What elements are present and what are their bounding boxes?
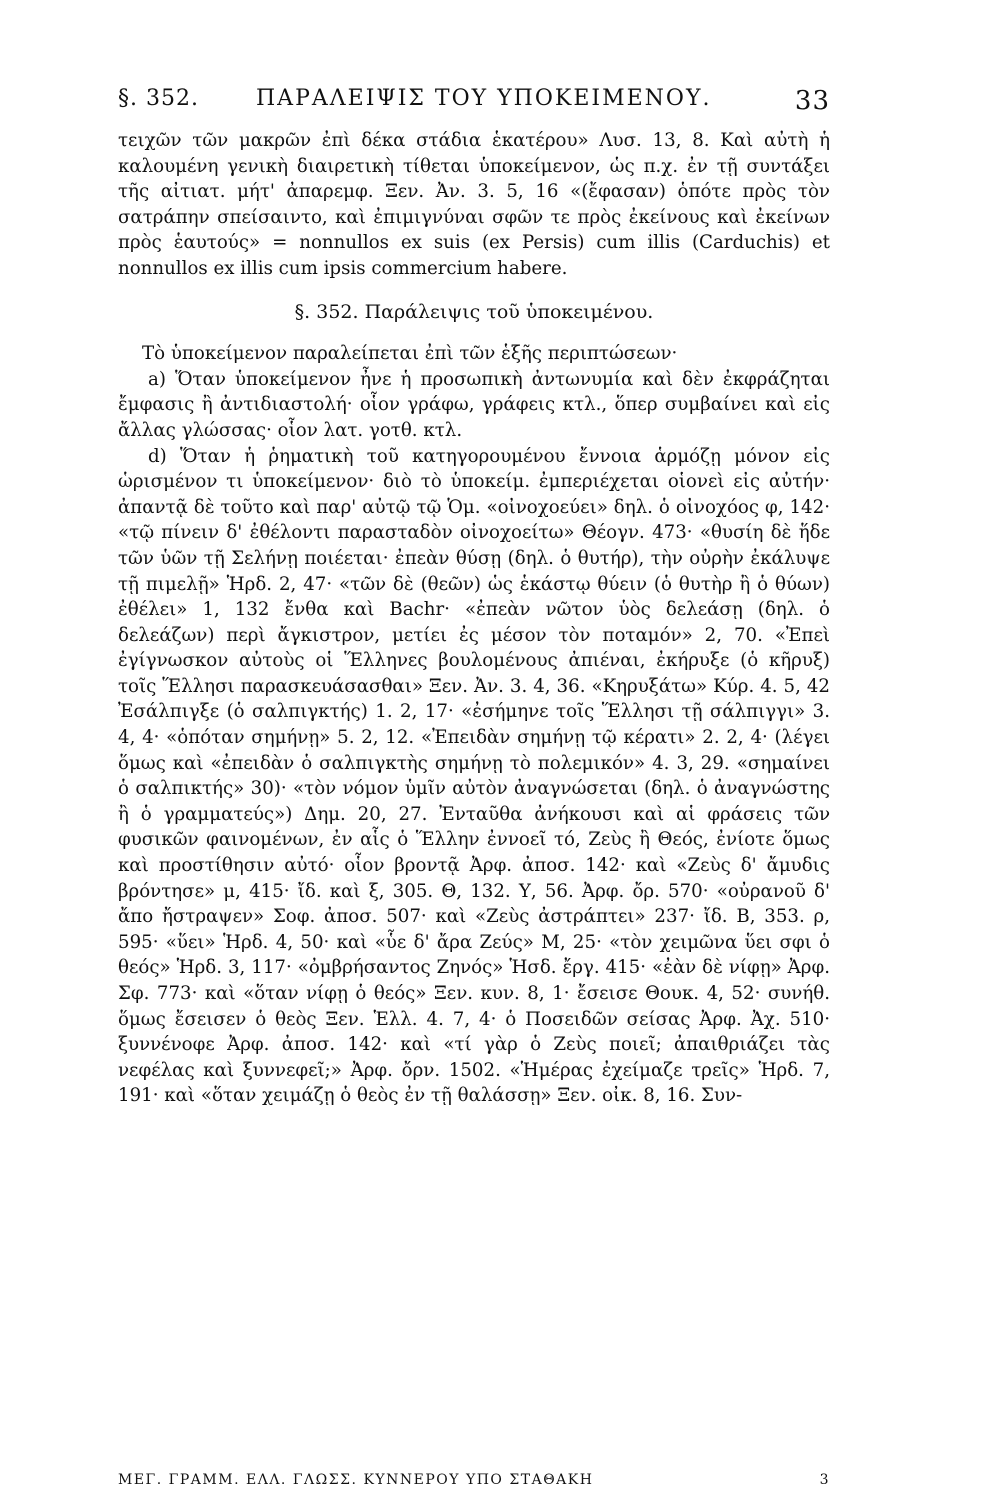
intro-paragraph: Τὸ ὑποκείμενον παραλείπεται ἐπὶ τῶν ἑξῆς περιπτώσεων· — [142, 343, 678, 365]
header-title: ΠΑΡΑΛΕΙΨΙΣ ΤΟΥ ΥΠΟΚΕΙΜΕΝΟΥ. — [256, 86, 712, 111]
item-d-paragraph: d) Ὅταν ἡ ῥηματικὴ τοῦ κατηγορουμένου ἔννοια ἁρμόζῃ μόνον εἰς ὡρισμένον τι ὑποκείμενον· διὸ τὸ ὑποκείμ. ἐμπεριέχεται οἱονεὶ εἰς αὐτήν· ἀπαντᾷ δὲ τοῦτο καὶ παρ' αὐτῷ τῷ Ὁμ. «οἰνοχοεύει» δηλ. ὁ οἰνοχόος φ, 142· «τῷ πίνειν δ' ἐθέλοντι παρασταδὸν οἰνοχοείτω» Θέογν. 473· «θυσίη δὲ ἥδε τῶν ὑῶν τῇ Σελήνῃ ποιέεται· ἐπεὰν θύσῃ (δηλ. ὁ θυτήρ), τὴν οὐρὴν ἐκάλυψε τῇ πιμελῇ» Ἡρδ. 2, 47· «τῶν δὲ (θεῶν) ὡς ἑκάστῳ θύειν (ὁ θυτὴρ ἢ ὁ θύων) ἐθέλει» 1, 132 ἔνθα καὶ Bachr· «ἐπεὰν νῶτον ὑὸς δελεάσῃ (δηλ. ὁ δελεάζων) περὶ ἄγκιστρον, μετίει ἐς μέσον τὸν ποταμόν» 2, 70. «Ἐπεὶ ἐγίγνωσκον αὐτοὺς οἱ Ἕλληνες βουλομένους ἀπιέναι, ἐκήρυξε (ὁ κῆρυξ) τοῖς Ἕλλησι παρασκευάσασθαι» Ξεν. Ἀν. 3. 4, 36. «Κηρυξάτω» Κύρ. 4. 5, 42 Ἐσάλπιγξε (ὁ σαλπιγκτής) 1. 2, 17· «ἐσήμηνε τοῖς Ἕλλησι τῇ σάλπιγγι» 3. 4, 4· «ὁπόταν σημήνῃ» 5. 2, 12. «Ἐπειδὰν σημήνῃ τῷ κέρατι» 2. 2, 4· (λέγει ὅμως καὶ «ἐπειδὰν ὁ σαλπιγκτὴς σημήνῃ τὸ πολεμικόν» 4. 3, 29. «σημαίνει ὁ σαλπικτής» 30)· «τὸν νόμον ὑμῖν αὐτὸν ἀναγνώσεται (δηλ. ὁ ἀναγνώστης ἢ ὁ γραμματεύς») Δημ. 20, 27. Ἐνταῦθα ἀνήκουσι καὶ αἱ φράσεις τῶν φυσικῶν φαινομένων, ἐν αἷς ὁ Ἕλλην ἐννοεῖ τό, Ζεὺς ἢ Θεός, ἐνίοτε ὅμως καὶ προστίθησιν αὐτό· οἷον βροντᾷ Ἀρφ. ἀποσ. 142· καὶ «Ζεὺς δ' ἄμυδις βρόντησε» μ, 415· ἴδ. καὶ ξ, 305. Θ, 132. Υ, 56. Ἀρφ. ὄρ. 570· «οὐρανοῦ δ' ἄπο ἤστραψεν» Σοφ. ἀποσ. 507· καὶ «Ζεὺς ἀστράπτει» 237· ἴδ. Β, 353. ρ, 595· «ὕει» Ἡρδ. 4, 50· καὶ «ὗε δ' ἄρα Ζεύς» Μ, 25· «τὸν χειμῶνα ὕει σφι ὁ θεός» Ἡρδ. 3, 117· «ὀμβρήσαντος Ζηνός» Ἡσδ. ἔργ. 415· «ἐὰν δὲ νίφῃ» Ἀρφ. Σφ. 773· καὶ «ὅταν νίφῃ ὁ θεός» Ξεν. κυν. 8, 1· ἔσεισε Θουκ. 4, 52· συνήθ. ὅμως ἔσεισεν ὁ θεὸς Ξεν. Ἑλλ. 4. 7, 4· ὁ Ποσειδῶν σείσας Ἀρφ. Ἀχ. 510· ξυννένοφε Ἀρφ. ἀποσ. 142· καὶ «τί γὰρ ὁ Ζεὺς ποιεῖ; ἀπαιθριάζει τὰς νεφέλας καὶ ξυννεφεῖ;» Ἀρφ. ὄρν. 1502. «Ἡμέρας ἐχείμαζε τρεῖς» Ἡρδ. 7, 191· καὶ «ὅταν χειμάζῃ ὁ θεὸς ἐν τῇ θαλάσσῃ» Ξεν. οἰκ. 8, 16. Συν- — [118, 445, 830, 1107]
item-a-paragraph: a) Ὅταν ὑποκείμενον ἦνε ἡ προσωπικὴ ἀντωνυμία καὶ δὲν ἐκφράζηται ἔμφασις ἢ ἀντιδιαστολή· οἷον γράφω, γράφεις κτλ., ὅπερ συμβαίνει καὶ εἰς ἄλλας γλώσσας· οἷον λατ. γοτθ. κτλ. — [118, 368, 830, 441]
header-section-number: §. 352. — [118, 86, 199, 111]
signature-mark: 3 — [819, 1472, 830, 1488]
page-body — [118, 128, 830, 1109]
continuation-paragraph: τειχῶν τῶν μακρῶν ἐπὶ δέκα στάδια ἑκατέρου» Λυσ. 13, 8. Καὶ αὐτὴ ἡ καλουμένη γενικὴ διαιρετικὴ τίθεται ὑποκείμενον, ὡς π.χ. ἐν τῇ συντάξει τῆς αἰτιατ. μήτ' ἀπαρεμφ. Ξεν. Ἀν. 3. 5, 16 «(ἔφασαν) ὁπότε πρὸς τὸν σατράπην σπείσαιντο, καὶ ἐπιμιγνύναι σφῶν τε πρὸς ἐκείνους καὶ ἐκείνων πρὸς ἑαυτούς» = nonnullos ex suis (ex Persis) cum illis (Carduchis) et nonnullos ex illis cum ipsis commercium habere. — [118, 130, 830, 279]
page-footer — [118, 1472, 830, 1494]
footer-imprint: ΜΕΓ. ΓΡΑΜΜ. ΕΛΛ. ΓΛΩΣΣ. ΚΥΝΝΕΡΟΥ ΥΠΟ ΣΤΑΘΑΚΗ — [118, 1472, 594, 1488]
page-number: 33 — [794, 86, 830, 116]
running-header — [118, 86, 830, 122]
section-heading: §. 352. Παράλειψις τοῦ ὑποκειμένου. — [294, 300, 654, 323]
